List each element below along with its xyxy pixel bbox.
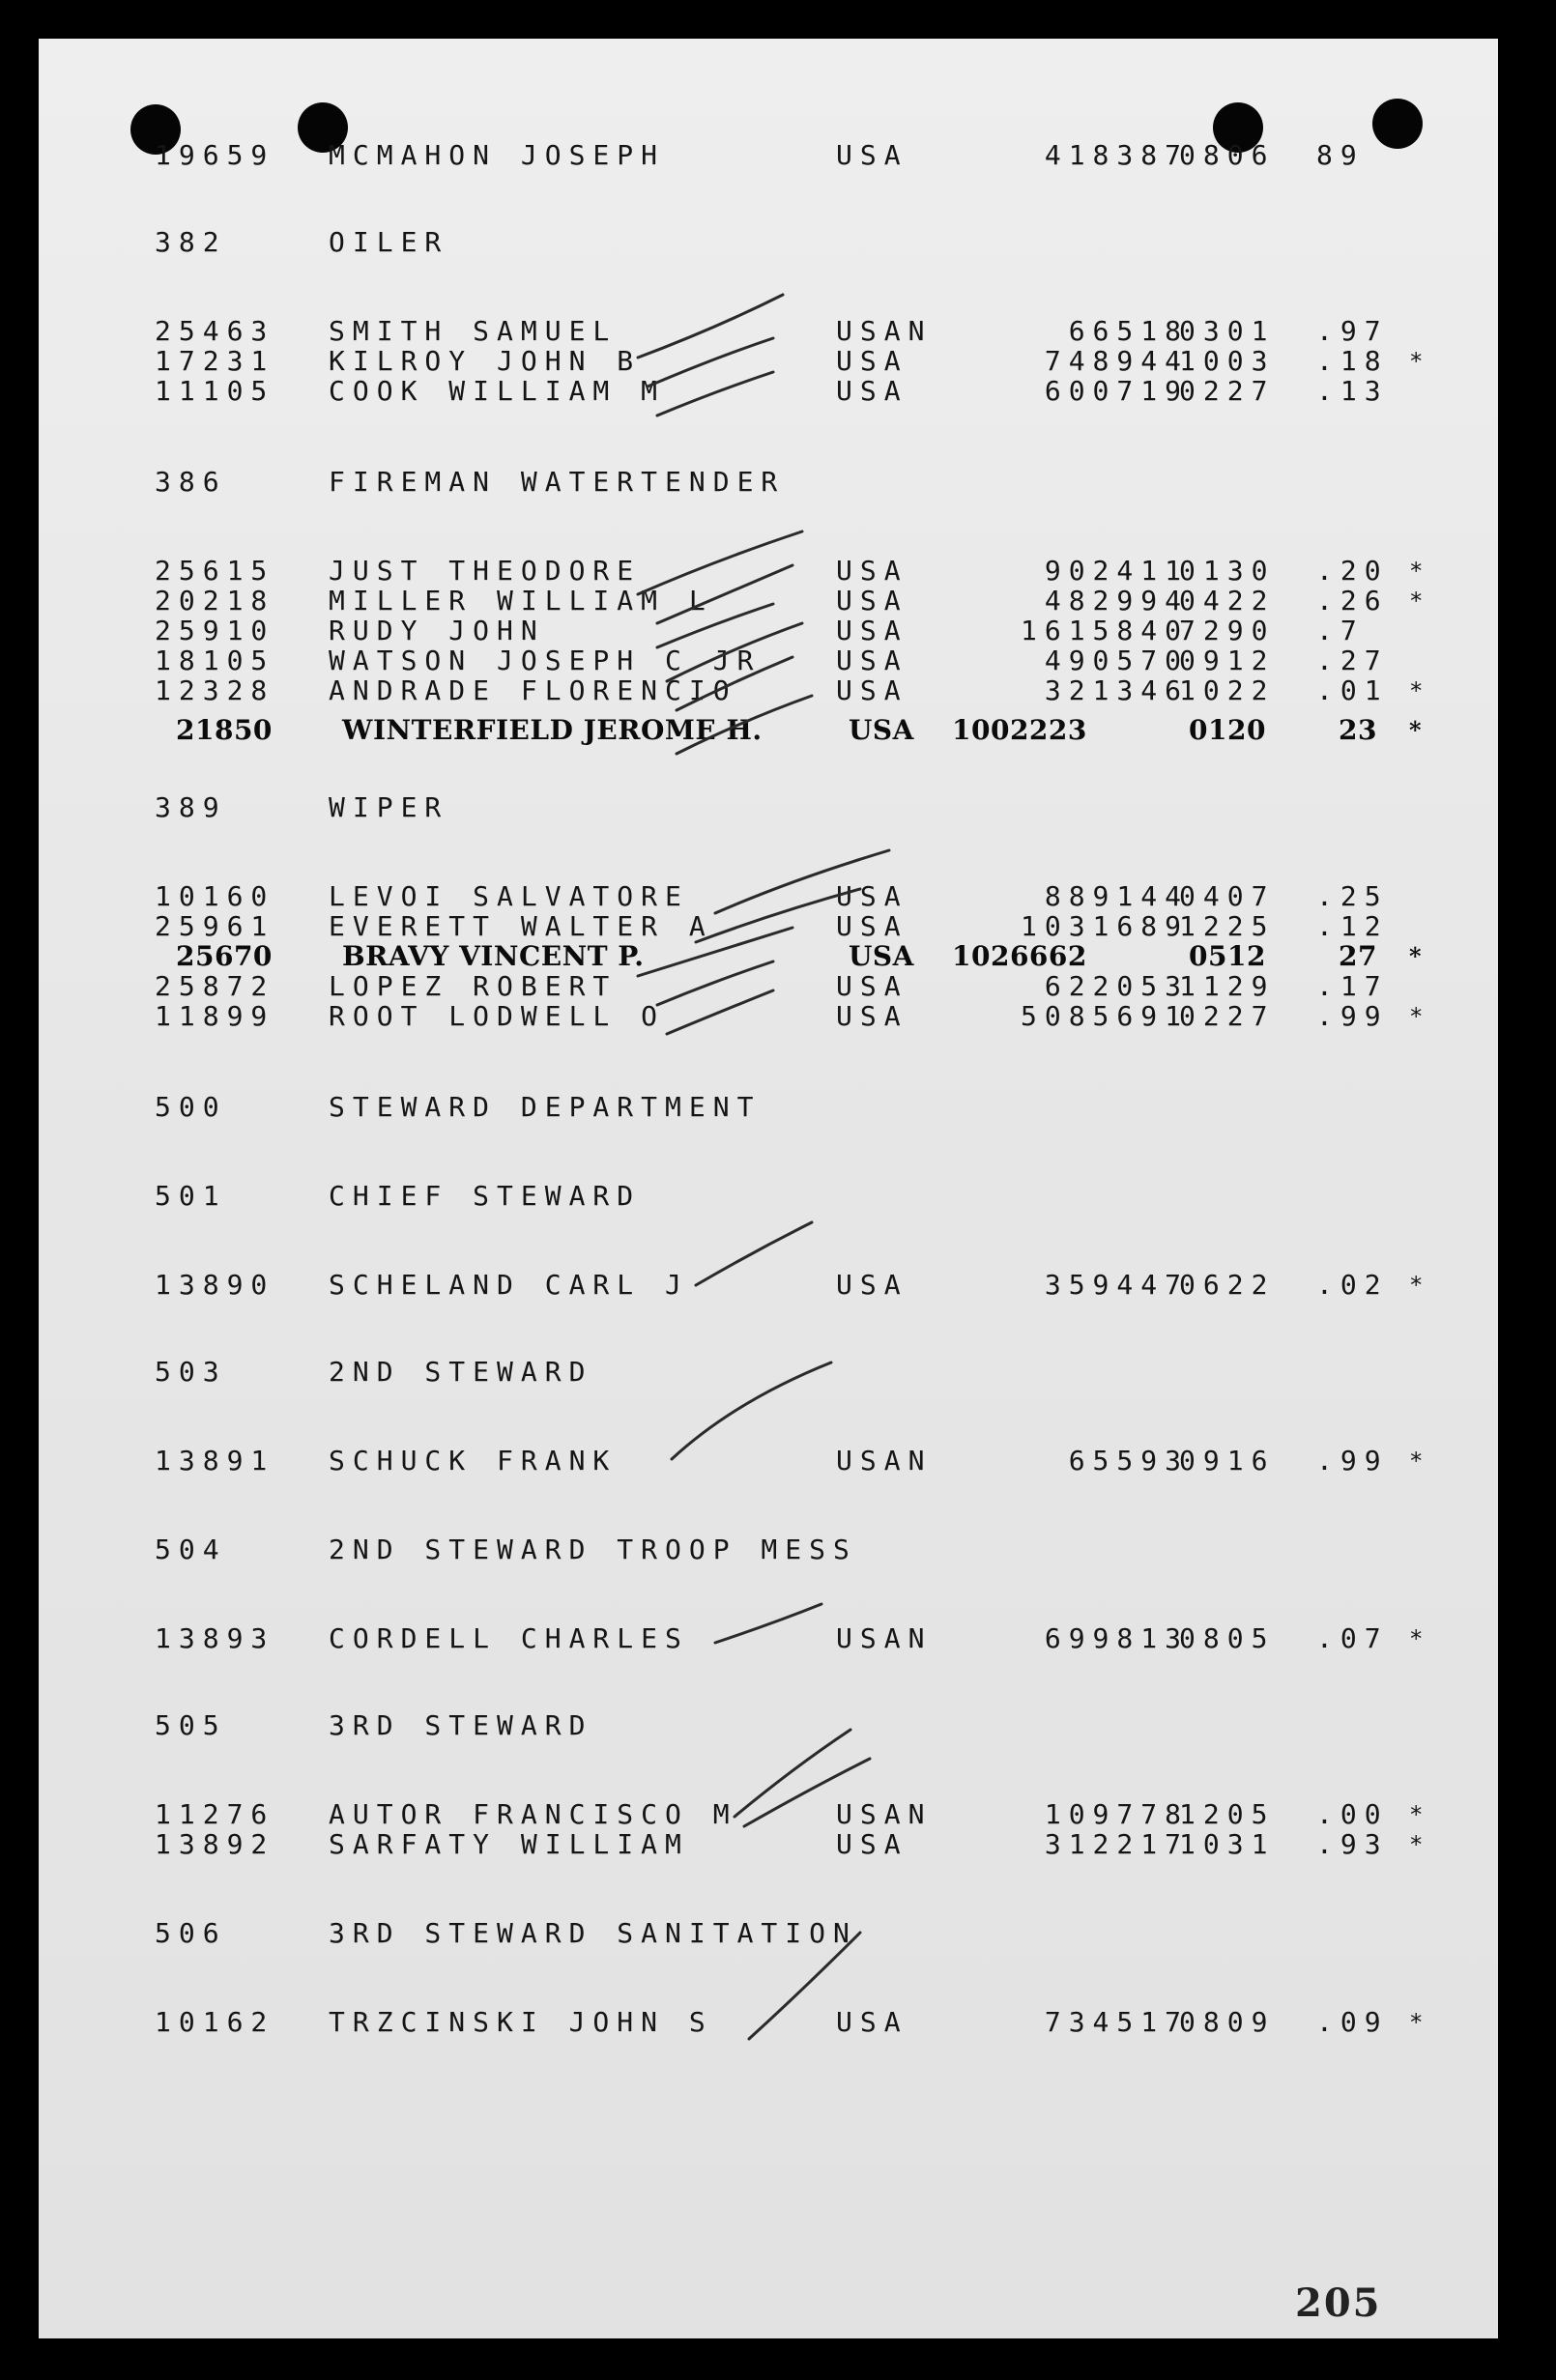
crew-entry-row (39, 881, 1498, 912)
crew-name: KILROY JOHN B (329, 345, 642, 377)
rate-code: .93 (1316, 1828, 1389, 1860)
nationality: USA (836, 910, 908, 942)
rate-code: .02 (1316, 1269, 1389, 1301)
crew-entry-row (39, 556, 1498, 587)
rate-code: .25 (1316, 880, 1389, 912)
section-heading (39, 1357, 1498, 1388)
section-title: CHIEF STEWARD (329, 1180, 642, 1212)
section-title: OILER (329, 226, 449, 258)
document-number: 889144 (1044, 880, 1189, 912)
crew-entry-row (39, 1623, 1498, 1654)
entry-number: 11276 (155, 1798, 275, 1830)
date-code: 1003 (1179, 345, 1276, 377)
nationality: USAN (836, 1445, 933, 1477)
rate-code: 89 (1316, 139, 1365, 171)
crew-name: WATSON JOSEPH C JR (329, 645, 762, 676)
document-number: 748944 (1044, 345, 1189, 377)
rate-code: .20 (1316, 555, 1389, 587)
nationality: USA (836, 970, 908, 1002)
section-title: 2ND STEWARD TROOP MESS (329, 1534, 857, 1565)
section-heading (39, 227, 1498, 258)
crew-entry-row (39, 1270, 1498, 1301)
section-heading (39, 1181, 1498, 1212)
entry-number: 11899 (155, 1000, 275, 1032)
asterisk-mark: * (1409, 588, 1431, 615)
section-title: WIPER (329, 791, 449, 823)
crew-entry-row (39, 140, 1498, 171)
crew-entry-row (39, 1799, 1498, 1830)
document-number: 622053 (1044, 970, 1189, 1002)
document-number: 321346 (1044, 674, 1189, 706)
rate-code: .17 (1316, 970, 1389, 1002)
date-code: 1205 (1179, 1798, 1276, 1830)
section-title: 3RD STEWARD SANITATION (329, 1917, 857, 1949)
date-code: 1031 (1179, 1828, 1276, 1860)
crew-list (39, 39, 1498, 2338)
asterisk-mark: * (1409, 716, 1423, 744)
rate-code: 23 (1339, 714, 1377, 746)
crew-entry-row (39, 1001, 1498, 1032)
rate-code: .99 (1316, 1000, 1389, 1032)
crew-name: RUDY JOHN (329, 615, 545, 646)
section-title: FIREMAN WATERTENDER (329, 466, 786, 498)
nationality: USA (836, 1828, 908, 1860)
rate-code: .27 (1316, 645, 1389, 676)
nationality: USA (836, 615, 908, 646)
crew-entry-row (39, 586, 1498, 617)
crew-entry-row (39, 376, 1498, 407)
date-code: 0512 (1189, 940, 1266, 972)
section-heading (39, 1710, 1498, 1741)
rate-code: .09 (1316, 2006, 1389, 2038)
section-code: 500 (155, 1091, 227, 1123)
date-code: 0622 (1179, 1269, 1276, 1301)
entry-number: 10162 (155, 2006, 275, 2038)
section-title: STEWARD DEPARTMENT (329, 1091, 762, 1123)
crew-name: SARFATY WILLIAM (329, 1828, 689, 1860)
date-code: 0407 (1179, 880, 1276, 912)
crew-entry-row (39, 715, 1498, 746)
asterisk-mark: * (1409, 942, 1423, 970)
nationality: USA (836, 880, 908, 912)
crew-entry-row (39, 941, 1498, 972)
entry-number: 10160 (155, 880, 275, 912)
date-code: 0227 (1179, 1000, 1276, 1032)
section-title: 2ND STEWARD (329, 1356, 593, 1388)
nationality: USA (836, 645, 908, 676)
asterisk-mark: * (1409, 1448, 1431, 1475)
crew-name: ROOT LODWELL O (329, 1000, 666, 1032)
crew-name: LEVOI SALVATORE (329, 880, 689, 912)
crew-name: ANDRADE FLORENCIO (329, 674, 737, 706)
asterisk-mark: * (1409, 1801, 1431, 1828)
entry-number: 25872 (155, 970, 275, 1002)
crew-name: COOK WILLIAM M (329, 375, 666, 407)
date-code: 0916 (1179, 1445, 1276, 1477)
section-heading (39, 1092, 1498, 1123)
entry-number: 13893 (155, 1622, 275, 1654)
crew-entry-row (39, 971, 1498, 1002)
page-number: 205 (1295, 2280, 1382, 2326)
crew-name: BRAVY VINCENT P. (342, 940, 645, 972)
crew-name: LOPEZ ROBERT (329, 970, 618, 1002)
entry-number: 17231 (155, 345, 275, 377)
crew-name: SMITH SAMUEL (329, 315, 618, 347)
date-code: 0809 (1179, 2006, 1276, 2038)
crew-name: JUST THEODORE (329, 555, 642, 587)
entry-number: 18105 (155, 645, 275, 676)
section-code: 382 (155, 226, 227, 258)
document-number: 66518 (1068, 315, 1189, 347)
document-number: 1026662 (952, 940, 1087, 972)
asterisk-mark: * (1409, 1625, 1431, 1652)
document-page (39, 39, 1498, 2338)
nationality: USA (836, 2006, 908, 2038)
nationality: USA (836, 345, 908, 377)
document-number: 65593 (1068, 1445, 1189, 1477)
nationality: USAN (836, 1622, 933, 1654)
nationality: USA (849, 940, 914, 972)
entry-number: 25670 (176, 940, 273, 972)
document-number: 1002223 (952, 714, 1087, 746)
section-code: 504 (155, 1534, 227, 1565)
section-code: 386 (155, 466, 227, 498)
section-title: 3RD STEWARD (329, 1709, 593, 1741)
crew-name: AUTOR FRANCISCO M (329, 1798, 737, 1830)
document-number: 1615840 (1020, 615, 1189, 646)
document-number: 5085691 (1020, 1000, 1189, 1032)
crew-entry-row (39, 675, 1498, 706)
section-heading (39, 792, 1498, 823)
nationality: USAN (836, 1798, 933, 1830)
rate-code: .01 (1316, 674, 1389, 706)
document-number: 312217 (1044, 1828, 1189, 1860)
crew-name: CORDELL CHARLES (329, 1622, 689, 1654)
crew-entry-row (39, 645, 1498, 676)
date-code: 0130 (1179, 555, 1276, 587)
crew-name: SCHUCK FRANK (329, 1445, 618, 1477)
asterisk-mark: * (1409, 1003, 1431, 1030)
rate-code: .26 (1316, 585, 1389, 617)
date-code: 0120 (1189, 714, 1266, 746)
document-number: 109778 (1044, 1798, 1189, 1830)
date-code: 1129 (1179, 970, 1276, 1002)
entry-number: 21850 (176, 714, 273, 746)
nationality: USA (836, 1269, 908, 1301)
document-number: 699813 (1044, 1622, 1189, 1654)
entry-number: 25961 (155, 910, 275, 942)
asterisk-mark: * (1409, 2009, 1431, 2036)
document-number: 482994 (1044, 585, 1189, 617)
entry-number: 11105 (155, 375, 275, 407)
document-number: 418387 (1044, 139, 1189, 171)
document-number: 902411 (1044, 555, 1189, 587)
asterisk-mark: * (1409, 677, 1431, 704)
section-code: 506 (155, 1917, 227, 1949)
nationality: USAN (836, 315, 933, 347)
document-number: 1031689 (1020, 910, 1189, 942)
entry-number: 20218 (155, 585, 275, 617)
crew-entry-row (39, 911, 1498, 942)
nationality: USA (836, 674, 908, 706)
section-code: 503 (155, 1356, 227, 1388)
rate-code: .12 (1316, 910, 1389, 942)
document-number: 734517 (1044, 2006, 1189, 2038)
nationality: USA (836, 1000, 908, 1032)
crew-entry-row (39, 1446, 1498, 1477)
document-number: 359447 (1044, 1269, 1189, 1301)
section-heading (39, 467, 1498, 498)
section-heading (39, 1918, 1498, 1949)
entry-number: 13891 (155, 1445, 275, 1477)
entry-number: 12328 (155, 674, 275, 706)
date-code: 0912 (1179, 645, 1276, 676)
entry-number: 25463 (155, 315, 275, 347)
nationality: USA (849, 714, 914, 746)
crew-entry-row (39, 346, 1498, 377)
entry-number: 25615 (155, 555, 275, 587)
crew-name: SCHELAND CARL J (329, 1269, 689, 1301)
rate-code: .99 (1316, 1445, 1389, 1477)
rate-code: 27 (1339, 940, 1377, 972)
crew-entry-row (39, 316, 1498, 347)
nationality: USA (836, 585, 908, 617)
date-code: 0227 (1179, 375, 1276, 407)
date-code: 1225 (1179, 910, 1276, 942)
date-code: 0301 (1179, 315, 1276, 347)
rate-code: .00 (1316, 1798, 1389, 1830)
crew-name: MCMAHON JOSEPH (329, 139, 666, 171)
date-code: 0806 (1179, 139, 1276, 171)
crew-name: TRZCINSKI JOHN S (329, 2006, 713, 2038)
rate-code: .07 (1316, 1622, 1389, 1654)
entry-number: 19659 (155, 139, 275, 171)
section-code: 501 (155, 1180, 227, 1212)
section-code: 389 (155, 791, 227, 823)
crew-entry-row (39, 1829, 1498, 1860)
asterisk-mark: * (1409, 348, 1431, 375)
asterisk-mark: * (1409, 558, 1431, 585)
section-code: 505 (155, 1709, 227, 1741)
rate-code: .13 (1316, 375, 1389, 407)
crew-name: WINTERFIELD JEROME H. (342, 714, 763, 746)
entry-number: 13890 (155, 1269, 275, 1301)
rate-code: .7 (1316, 615, 1365, 646)
date-code: 7290 (1179, 615, 1276, 646)
date-code: 0805 (1179, 1622, 1276, 1654)
asterisk-mark: * (1409, 1272, 1431, 1299)
section-heading (39, 1534, 1498, 1565)
crew-name: MILLER WILLIAM L (329, 585, 713, 617)
nationality: USA (836, 139, 908, 171)
crew-entry-row (39, 616, 1498, 646)
nationality: USA (836, 555, 908, 587)
nationality: USA (836, 375, 908, 407)
rate-code: .18 (1316, 345, 1389, 377)
document-number: 490570 (1044, 645, 1189, 676)
crew-entry-row (39, 2007, 1498, 2038)
rate-code: .97 (1316, 315, 1389, 347)
entry-number: 25910 (155, 615, 275, 646)
date-code: 0422 (1179, 585, 1276, 617)
entry-number: 13892 (155, 1828, 275, 1860)
date-code: 1022 (1179, 674, 1276, 706)
document-number: 600719 (1044, 375, 1189, 407)
asterisk-mark: * (1409, 1831, 1431, 1858)
crew-name: EVERETT WALTER A (329, 910, 713, 942)
